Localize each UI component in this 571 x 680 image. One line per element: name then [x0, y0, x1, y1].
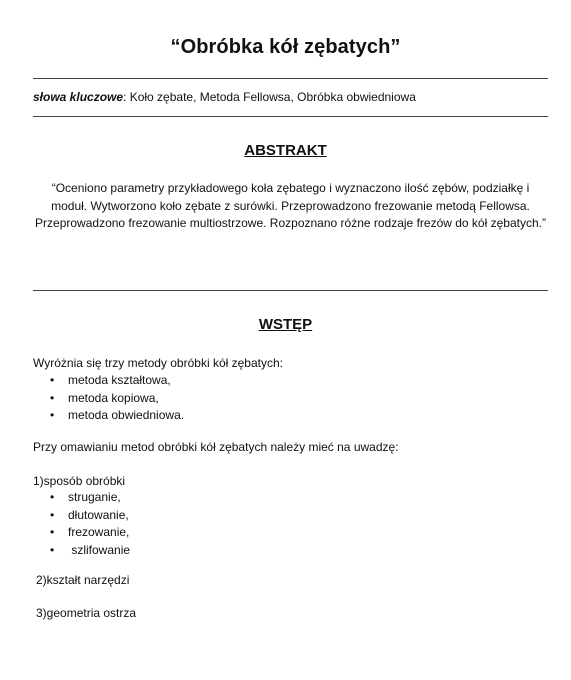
keywords-line [33, 90, 416, 104]
item1-list [33, 489, 130, 559]
list-item: • frezowanie, [33, 524, 130, 542]
keywords-label: słowa kluczowe [33, 90, 124, 104]
bullet-icon: • [50, 373, 55, 387]
list-item: • szlifowanie [33, 542, 130, 560]
list-item: • metoda kopiowa, [33, 390, 184, 408]
bullet-icon: • [50, 490, 55, 504]
item2-label: 2)kształt narzędzi [36, 573, 130, 587]
list-item: • struganie, [33, 489, 130, 507]
bullet-icon: • [50, 408, 55, 422]
keywords-text: : Koło zębate, Metoda Fellowsa, Obróbka obwiedniowa [123, 90, 416, 104]
intro-text: Wyróżnia się trzy metody obróbki kół zębatych: [33, 356, 283, 370]
bullet-icon: • [50, 525, 55, 539]
document-title: “Obróbka kół zębatych” [170, 36, 401, 58]
list-item: • metoda obwiedniowa. [33, 407, 184, 425]
list-item: • dłutowanie, [33, 507, 130, 525]
bullet-icon: • [50, 390, 55, 405]
bullet-icon: • [50, 542, 55, 557]
abstract-text: “Oceniono parametry przykładowego koła zębatego i wyznaczono ilość zębów, podziałkę i moduł. Wytworzono koło zębate z surówki. Przeprowadzono frezowanie metodą Fellowsa. Przeprowadzono frezowanie multiostrzowe. Rozpoznano różne rodzaje frezów do kół zębatych.” [35, 181, 546, 230]
intro-heading: WSTĘP [258, 316, 313, 333]
consider-text: Przy omawianiu metod obróbki kół zębatych należy mieć na uwadzę: [33, 440, 399, 454]
item1-label: 1)sposób obróbki [33, 474, 126, 488]
item3-label: 3)geometria ostrza [36, 606, 137, 620]
divider-keywords [33, 116, 548, 117]
divider-top [33, 78, 548, 79]
divider-abstract [33, 290, 548, 291]
list-item: • metoda kształtowa, [33, 372, 184, 390]
bullet-icon: • [50, 507, 55, 522]
abstract-heading: ABSTRAKT [244, 142, 327, 159]
methods-list [33, 372, 184, 425]
